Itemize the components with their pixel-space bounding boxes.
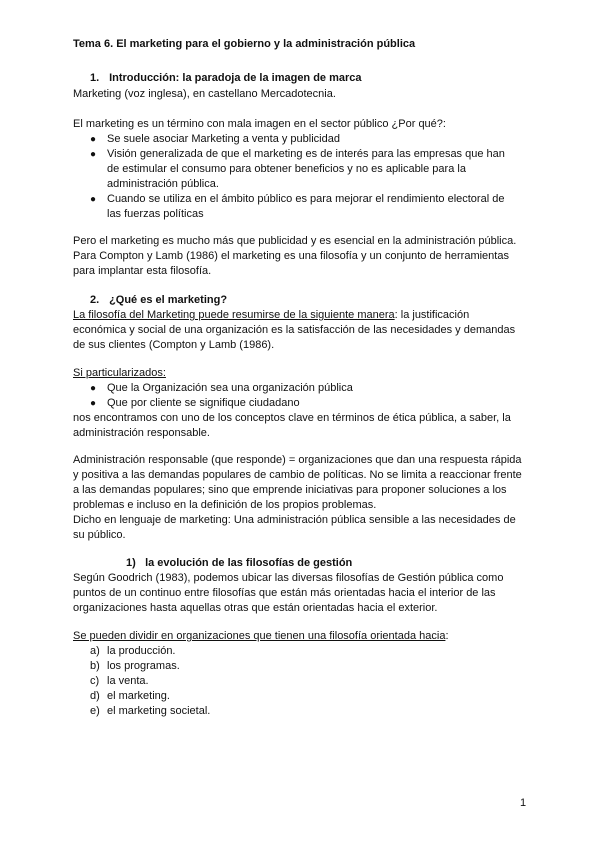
divide-line (73, 629, 449, 644)
divide-colon: : (445, 630, 449, 642)
list-item: de estimular el consumo para obtener beneficios y no es aplicable para la (107, 163, 466, 175)
definition-underlined: La filosofía del Marketing puede resumirse de la siguiente manera (73, 309, 395, 321)
section-1-title: Introducción: la paradoja de la imagen de marca (109, 72, 362, 84)
bullet-icon: ● (90, 149, 97, 160)
list-item: el marketing. (107, 690, 170, 702)
subsection-heading (126, 556, 352, 571)
list-item: las fuerzas políticas (107, 208, 204, 220)
list-label: a) (90, 645, 100, 657)
paragraph: económica y social de una organización es la satisfacción de las necesidades y demandas (73, 324, 516, 336)
subheading-underlined: Si particularizados: (73, 367, 166, 379)
document-title: Tema 6. El marketing para el gobierno y la administración pública (73, 38, 416, 50)
list-item: administración pública. (107, 178, 219, 190)
definition-line (73, 308, 469, 323)
bullet-icon: ● (90, 194, 97, 205)
bullet-icon: ● (90, 383, 97, 394)
list-label: e) (90, 705, 100, 717)
list-item: Cuando se utiliza en el ámbito público es para mejorar el rendimiento electoral de (107, 193, 505, 205)
list-item: la producción. (107, 645, 176, 657)
bullet-icon: ● (90, 398, 97, 409)
paragraph: de sus clientes (Compton y Lamb (1986). (73, 339, 275, 351)
list-item: Que la Organización sea una organización pública (107, 382, 353, 394)
section-2-heading (90, 293, 227, 308)
paragraph: puntos de un continuo entre filosofías que están más orientadas hacia el interior de las (73, 587, 496, 599)
section-2-number: 2. (90, 294, 100, 306)
list-item: la venta. (107, 675, 149, 687)
list-item: los programas. (107, 660, 180, 672)
paragraph: Para Compton y Lamb (1986) el marketing es una filosofía y un conjunto de herramientas (73, 250, 509, 262)
list-item: el marketing societal. (107, 705, 211, 717)
list-label: c) (90, 675, 100, 687)
paragraph: nos encontramos con uno de los conceptos clave en términos de ética pública, a saber, la (73, 412, 511, 424)
subsection-title: la evolución de las filosofías de gestión (145, 557, 353, 569)
paragraph: Administración responsable (que responde) = organizaciones que dan una respuesta rápida (73, 454, 522, 466)
paragraph: administración responsable. (73, 427, 210, 439)
paragraph: a las demandas populares; sino que emprende iniciativas para proponer soluciones a los (73, 484, 507, 496)
section-1-number: 1. (90, 72, 100, 84)
subsection-number: 1) (126, 557, 136, 569)
paragraph: y positiva a las demandas populares de cambio de políticas. No se limita a reaccionar frente (73, 469, 522, 481)
list-label: d) (90, 690, 100, 702)
paragraph: organizaciones hasta aquellas otras que están orientadas hacia el exterior. (73, 602, 438, 614)
divide-underlined: Se pueden dividir en organizaciones que tienen una filosofía orientada hacia (73, 630, 446, 642)
paragraph: Dicho en lenguaje de marketing: Una administración pública sensible a las necesidades de (73, 514, 516, 526)
section-1-heading (90, 71, 362, 86)
list-item: Que por cliente se signifique ciudadano (107, 397, 300, 409)
paragraph: Pero el marketing es mucho más que publicidad y es esencial en la administración pública. (73, 235, 517, 247)
paragraph: Marketing (voz inglesa), en castellano Mercadotecnia. (73, 88, 336, 100)
list-label: b) (90, 660, 100, 672)
paragraph: su público. (73, 529, 126, 541)
list-item: Visión generalizada de que el marketing es de interés para las empresas que han (107, 148, 505, 160)
page-number: 1 (520, 797, 527, 809)
list-item: Se suele asociar Marketing a venta y publicidad (107, 133, 340, 145)
paragraph: El marketing es un término con mala imagen en el sector público ¿Por qué?: (73, 118, 446, 130)
bullet-icon: ● (90, 134, 97, 145)
paragraph: para implantar esta filosofía. (73, 265, 212, 277)
paragraph: Según Goodrich (1983), podemos ubicar las diversas filosofías de Gestión pública como (73, 572, 504, 584)
section-2-title: ¿Qué es el marketing? (109, 294, 228, 306)
paragraph: problemas e incluso en la definición de los propios problemas. (73, 499, 377, 511)
definition-rest: : la justificación (394, 309, 470, 321)
